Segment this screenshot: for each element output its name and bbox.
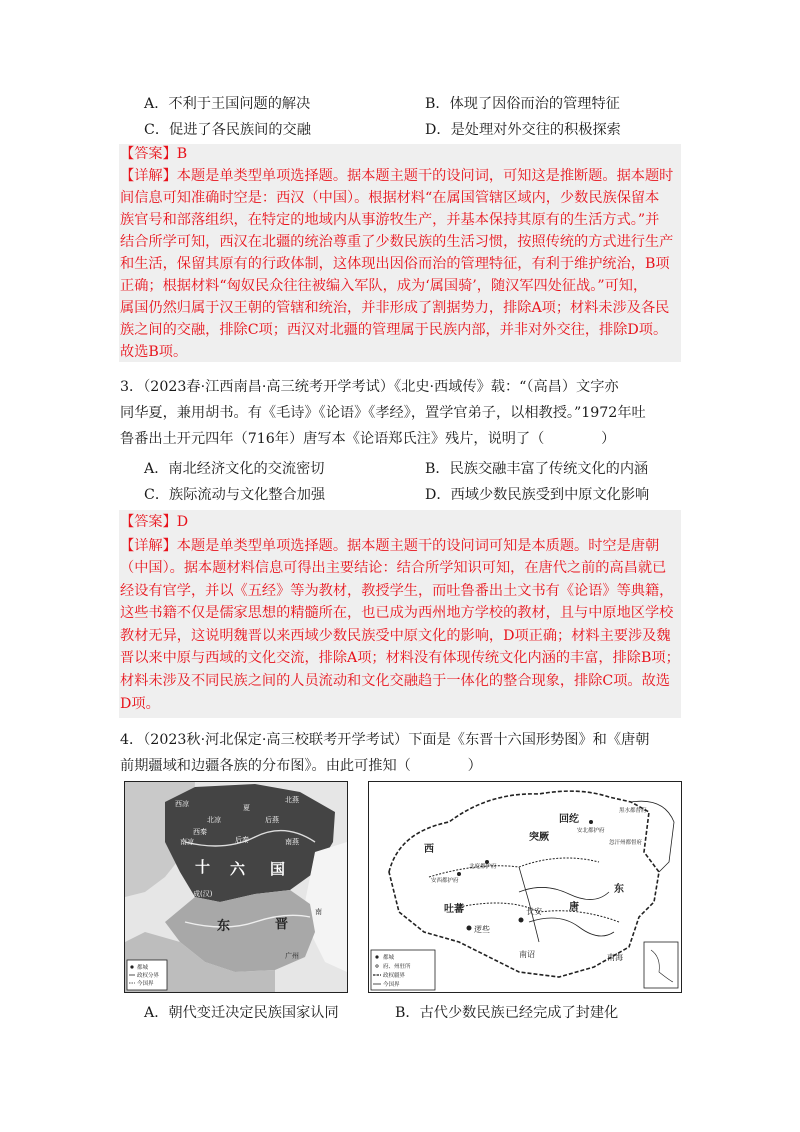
q2-explain-line: 故选B项。 xyxy=(120,344,188,360)
map2-label-huhan: 忽汗州都督府 xyxy=(609,840,643,846)
map1-legend-boundary: 政权分界 xyxy=(137,973,160,979)
q2-answer-block xyxy=(119,144,681,362)
q4-option-b: B．古代少数民族已经完成了封建化 xyxy=(395,1005,619,1021)
map2-label-anbei: 安北都护府 xyxy=(577,828,605,834)
map1-label-xia: 夏 xyxy=(243,804,250,812)
q2-explain-line: 和生活，保留其原有的行政体制，这体现出因俗而治的管理特征，有利于维护统治，B项 xyxy=(120,256,670,272)
map2-label-xi: 西 xyxy=(424,844,434,855)
map2-label-nanzhao: 南诏 xyxy=(519,950,535,959)
q3-answer: 【答案】D xyxy=(120,514,189,530)
map2-legend-border: 今国界 xyxy=(383,982,400,988)
q2-explain-line: 族官号和部落组织，在特定的地域内从事游牧生产，并基本保持其原有的生活方式。”并 xyxy=(120,212,660,228)
q2-explain-line: 族之间的交融，排除C项；西汉对北疆的管理属于民族内部，并非对外交往，排除D项。 xyxy=(120,322,668,338)
q2-answer: 【答案】B xyxy=(120,146,188,162)
q2-explain-line: 结合所学可知，西汉在北疆的统治尊重了少数民族的生活习惯，按照传统的方式进行生产 xyxy=(120,234,674,250)
map2-label-luoxie: 逻些 xyxy=(474,925,490,934)
map2-label-tujue: 突厥 xyxy=(529,832,549,843)
q2-option-b: B．体现了因俗而治的管理特征 xyxy=(425,96,620,112)
map1-label-liu: 六 xyxy=(230,860,246,878)
map1-label-shi: 十 xyxy=(195,858,211,876)
map2-label-dong: 东 xyxy=(614,884,624,895)
q2-option-a: A．不利于王国问题的解决 xyxy=(144,96,311,112)
q3-explain-line: 材料未涉及不同民族之间的人员流动和文化交融趋于一体化的整合现象，排除C项。故选 xyxy=(120,673,670,689)
map1-label-jin: 晋 xyxy=(275,917,289,932)
q3-option-c: C．族际流动与文化整合加强 xyxy=(144,487,326,503)
map2-label-anxi: 安西都护府 xyxy=(431,878,459,884)
map2-label-heishui: 黑水都督府 xyxy=(619,808,647,814)
map1-legend-border: 今国界 xyxy=(137,981,154,987)
q3-option-d: D．西域少数民族受到中原文化影响 xyxy=(425,487,650,503)
map-early-tang-territory xyxy=(368,781,682,993)
map2-label-tang: 唐 xyxy=(569,902,579,913)
map2-label-beiting: 北庭都护府 xyxy=(469,864,497,870)
q3-explain-line: 【详解】本题是单类型单项选择题。据本题主题干的设问词可知是本质题。时空是唐朝 xyxy=(120,538,660,554)
map2-label-nanhai: 南海 xyxy=(607,953,623,962)
q2-explain-line: 【详解】本题是单类型单项选择题。据本题主题干的设问词，可知这是推断题。据本题时 xyxy=(120,168,674,184)
map1-label-guo: 国 xyxy=(270,860,286,878)
map1-label-nanyan: 南燕 xyxy=(285,838,299,846)
q3-option-b: B．民族交融丰富了传统文化的内涵 xyxy=(425,461,649,477)
map-eastern-jin-sixteen-kingdoms xyxy=(124,781,348,993)
q2-explain-line: 属国仍然归属于汉王朝的管辖和统治，并非形成了割据势力，排除A项；材料未涉及各民 xyxy=(120,300,670,316)
map1-label-dong: 东 xyxy=(217,919,231,934)
map2-label-tubo: 吐蕃 xyxy=(444,904,464,915)
q3-option-a: A．南北经济文化的交流密切 xyxy=(144,461,325,477)
map1-label-chenghan: 成(汉) xyxy=(193,890,213,898)
map1-legend-capital: 都城 xyxy=(137,965,149,971)
map1-label-beiyan: 北燕 xyxy=(285,796,299,804)
q2-explain-line: 正确；根据材料“匈奴民众往往被编入军队，成为‘属国骑’，随汉军四处征战。”可知， xyxy=(120,278,648,294)
q3-stem-line: 鲁番出土开元四年（716年）唐写本《论语郑氏注》残片，说明了（ ） xyxy=(120,431,616,447)
map1-label-xiqin: 西秦 xyxy=(193,828,207,836)
q4-stem-line: 4．（2023秋·河北保定·高三校联考开学考试）下面是《东晋十六国形势图》和《唐朝 xyxy=(120,732,650,748)
map2-legend-capital: 都城 xyxy=(383,955,395,961)
q3-stem-line: 同华夏，兼用胡书。有《毛诗》《论语》《孝经》，置学官弟子，以相教授。”1972年吐 xyxy=(120,405,646,421)
map1-label-houqin: 后秦 xyxy=(235,836,249,844)
q3-explain-line: （中国）。据本题材料信息可得出主要结论：结合所学知识可知，在唐代之前的高昌就已 xyxy=(120,560,667,576)
q2-option-d: D．是处理对外交往的积极探索 xyxy=(425,122,621,138)
map1-label-nan: 南 xyxy=(315,908,322,916)
q3-explain-line: 教材无异，这说明魏晋以来西域少数民族受中原文化的影响，D项正确；材料主要涉及魏 xyxy=(120,628,671,644)
q3-explain-line: D项。 xyxy=(120,696,160,712)
map1-label-beiliang: 北凉 xyxy=(207,816,221,824)
map1-label-nanliang: 南凉 xyxy=(180,838,194,846)
q4-stem-line: 前期疆域和边疆各族的分布图》。由此可推知（ ） xyxy=(120,758,482,774)
map2-legend-boundary: 政权疆界 xyxy=(383,973,406,979)
map1-label-guangzhou: 广州 xyxy=(285,952,299,960)
map1-label-xiliang: 西凉 xyxy=(175,800,189,808)
q4-option-a: A．朝代变迁决定民族国家认同 xyxy=(144,1005,339,1021)
map1-label-houyan: 后燕 xyxy=(265,816,279,824)
map2-legend-seat: 府、州驻所 xyxy=(383,964,411,970)
q3-stem-line: 3．（2023春·江西南昌·高三统考开学考试）《北史·西域传》载：“（高昌）文字亦 xyxy=(120,379,619,395)
q3-explain-line: 晋以来中原与西域的文化交流，排除A项；材料没有体现传统文化内涵的丰富，排除B项； xyxy=(120,650,680,666)
q2-explain-line: 间信息可知准确时空是：西汉（中国）。根据材料“在属国管辖区域内，少数民族保留本 xyxy=(120,190,660,206)
map2-label-huihe: 回纥 xyxy=(559,814,579,825)
map2-label-changan: 长安 xyxy=(526,907,542,916)
q3-answer-block xyxy=(119,510,681,718)
q2-option-c: C．促进了各民族间的交融 xyxy=(144,122,311,138)
q3-explain-line: 经设有官学，并以《五经》等为教材，教授学生，而吐鲁番出土文书有《论语》等典籍， xyxy=(120,583,674,599)
q3-explain-line: 这些书籍不仅是儒家思想的精髓所在，也已成为西州地方学校的教材，且与中原地区学校 xyxy=(120,605,674,621)
